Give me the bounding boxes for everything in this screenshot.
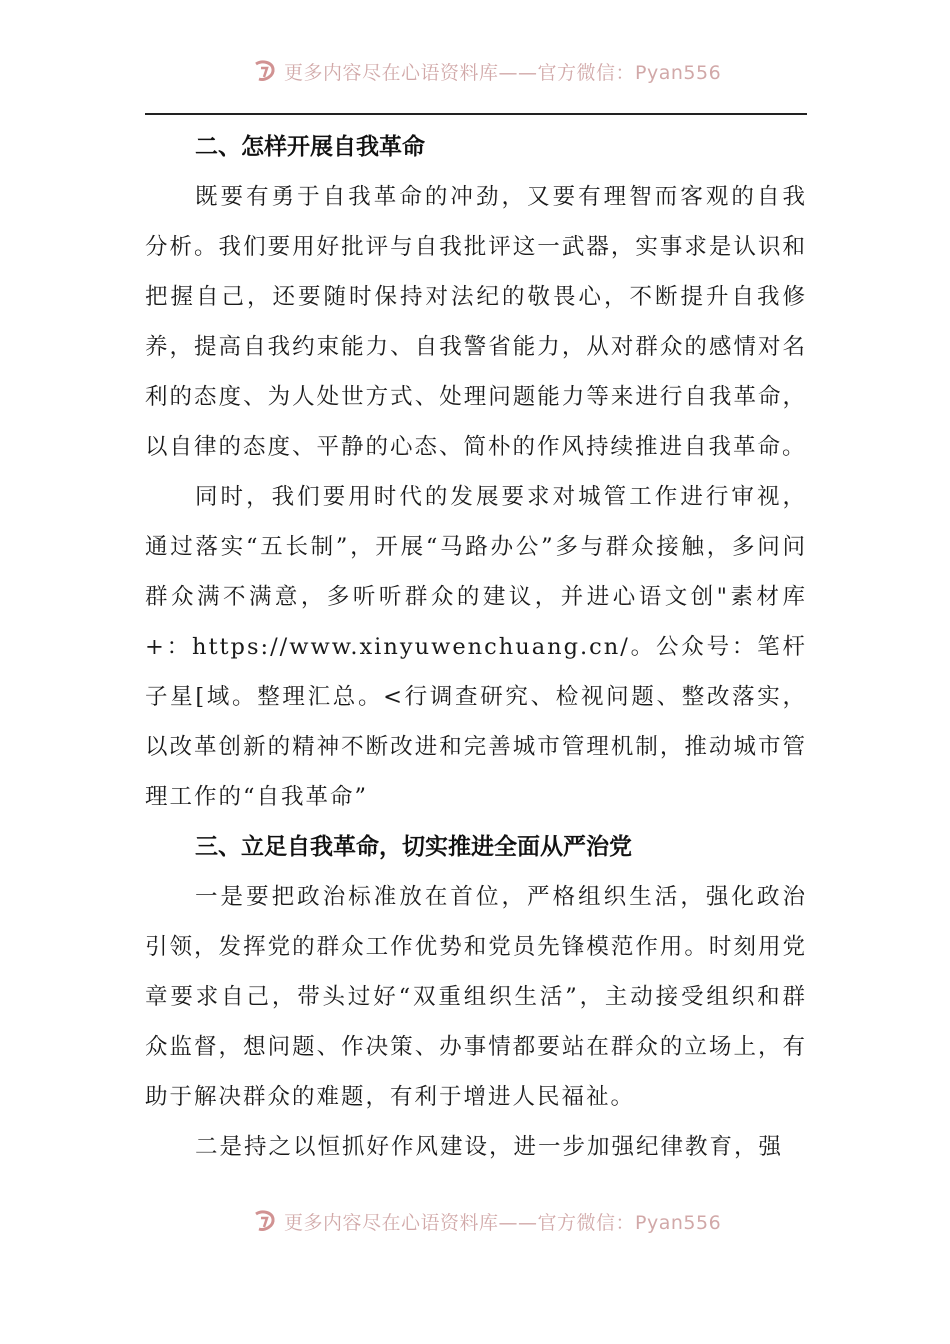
paragraph-self-revolution: 既要有勇于自我革命的冲劲，又要有理智而客观的自我分析。我们要用好批评与自我批评这一武器，实事求是认识和把握自己，还要随时保持对法纪的敬畏心，不断提升自我修养，提高自我约束能力、自我警省能力，从对群众的感情对名利的态度、为人处世方式、处理问题能力等来进行自我革命，以自律的态度、平静的心态、简朴的作风持续推进自我革命。: [145, 184, 807, 460]
paragraph-work-style: 二是持之以恒抓好作风建设，进一步加强纪律教育，强: [195, 1134, 784, 1160]
watermark-text: 更多内容尽在心语资料库——官方微信：Pyan556: [284, 61, 722, 84]
header-watermark: [252, 56, 721, 86]
section-heading-3: 三、立足自我革命，切实推进全面从严治党: [195, 834, 632, 860]
brand-logo-icon: [252, 1208, 278, 1234]
brand-logo-icon: [252, 58, 278, 84]
paragraph-city-management: 同时，我们要用时代的发展要求对城管工作进行审视，通过落实“五长制”，开展“马路办公”多与群众接触，多问问群众满不满意，多听听群众的建议，并进心语文创"素材库+：https://www.xinyuwenchuang.cn/。公众号：笔杆子星[域。整理汇总。<行调查研究、检视问题、整改落实，以改革创新的精神不断改进和完善城市管理机制，推动城市管理工作的“自我革命”: [145, 484, 807, 810]
header-divider: [145, 113, 807, 115]
document-body: [145, 122, 807, 1172]
watermark-text: 更多内容尽在心语资料库——官方微信：Pyan556: [284, 1211, 722, 1234]
section-heading-2: 二、怎样开展自我革命: [195, 134, 425, 160]
paragraph-political-standard: 一是要把政治标准放在首位，严格组织生活，强化政治引领，发挥党的群众工作优势和党员先锋模范作用。时刻用党章要求自己，带头过好“双重组织生活”，主动接受组织和群众监督，想问题、作决策、办事情都要站在群众的立场上，有助于解决群众的难题，有利于增进人民福祉。: [145, 884, 807, 1110]
footer-watermark: [252, 1206, 721, 1236]
